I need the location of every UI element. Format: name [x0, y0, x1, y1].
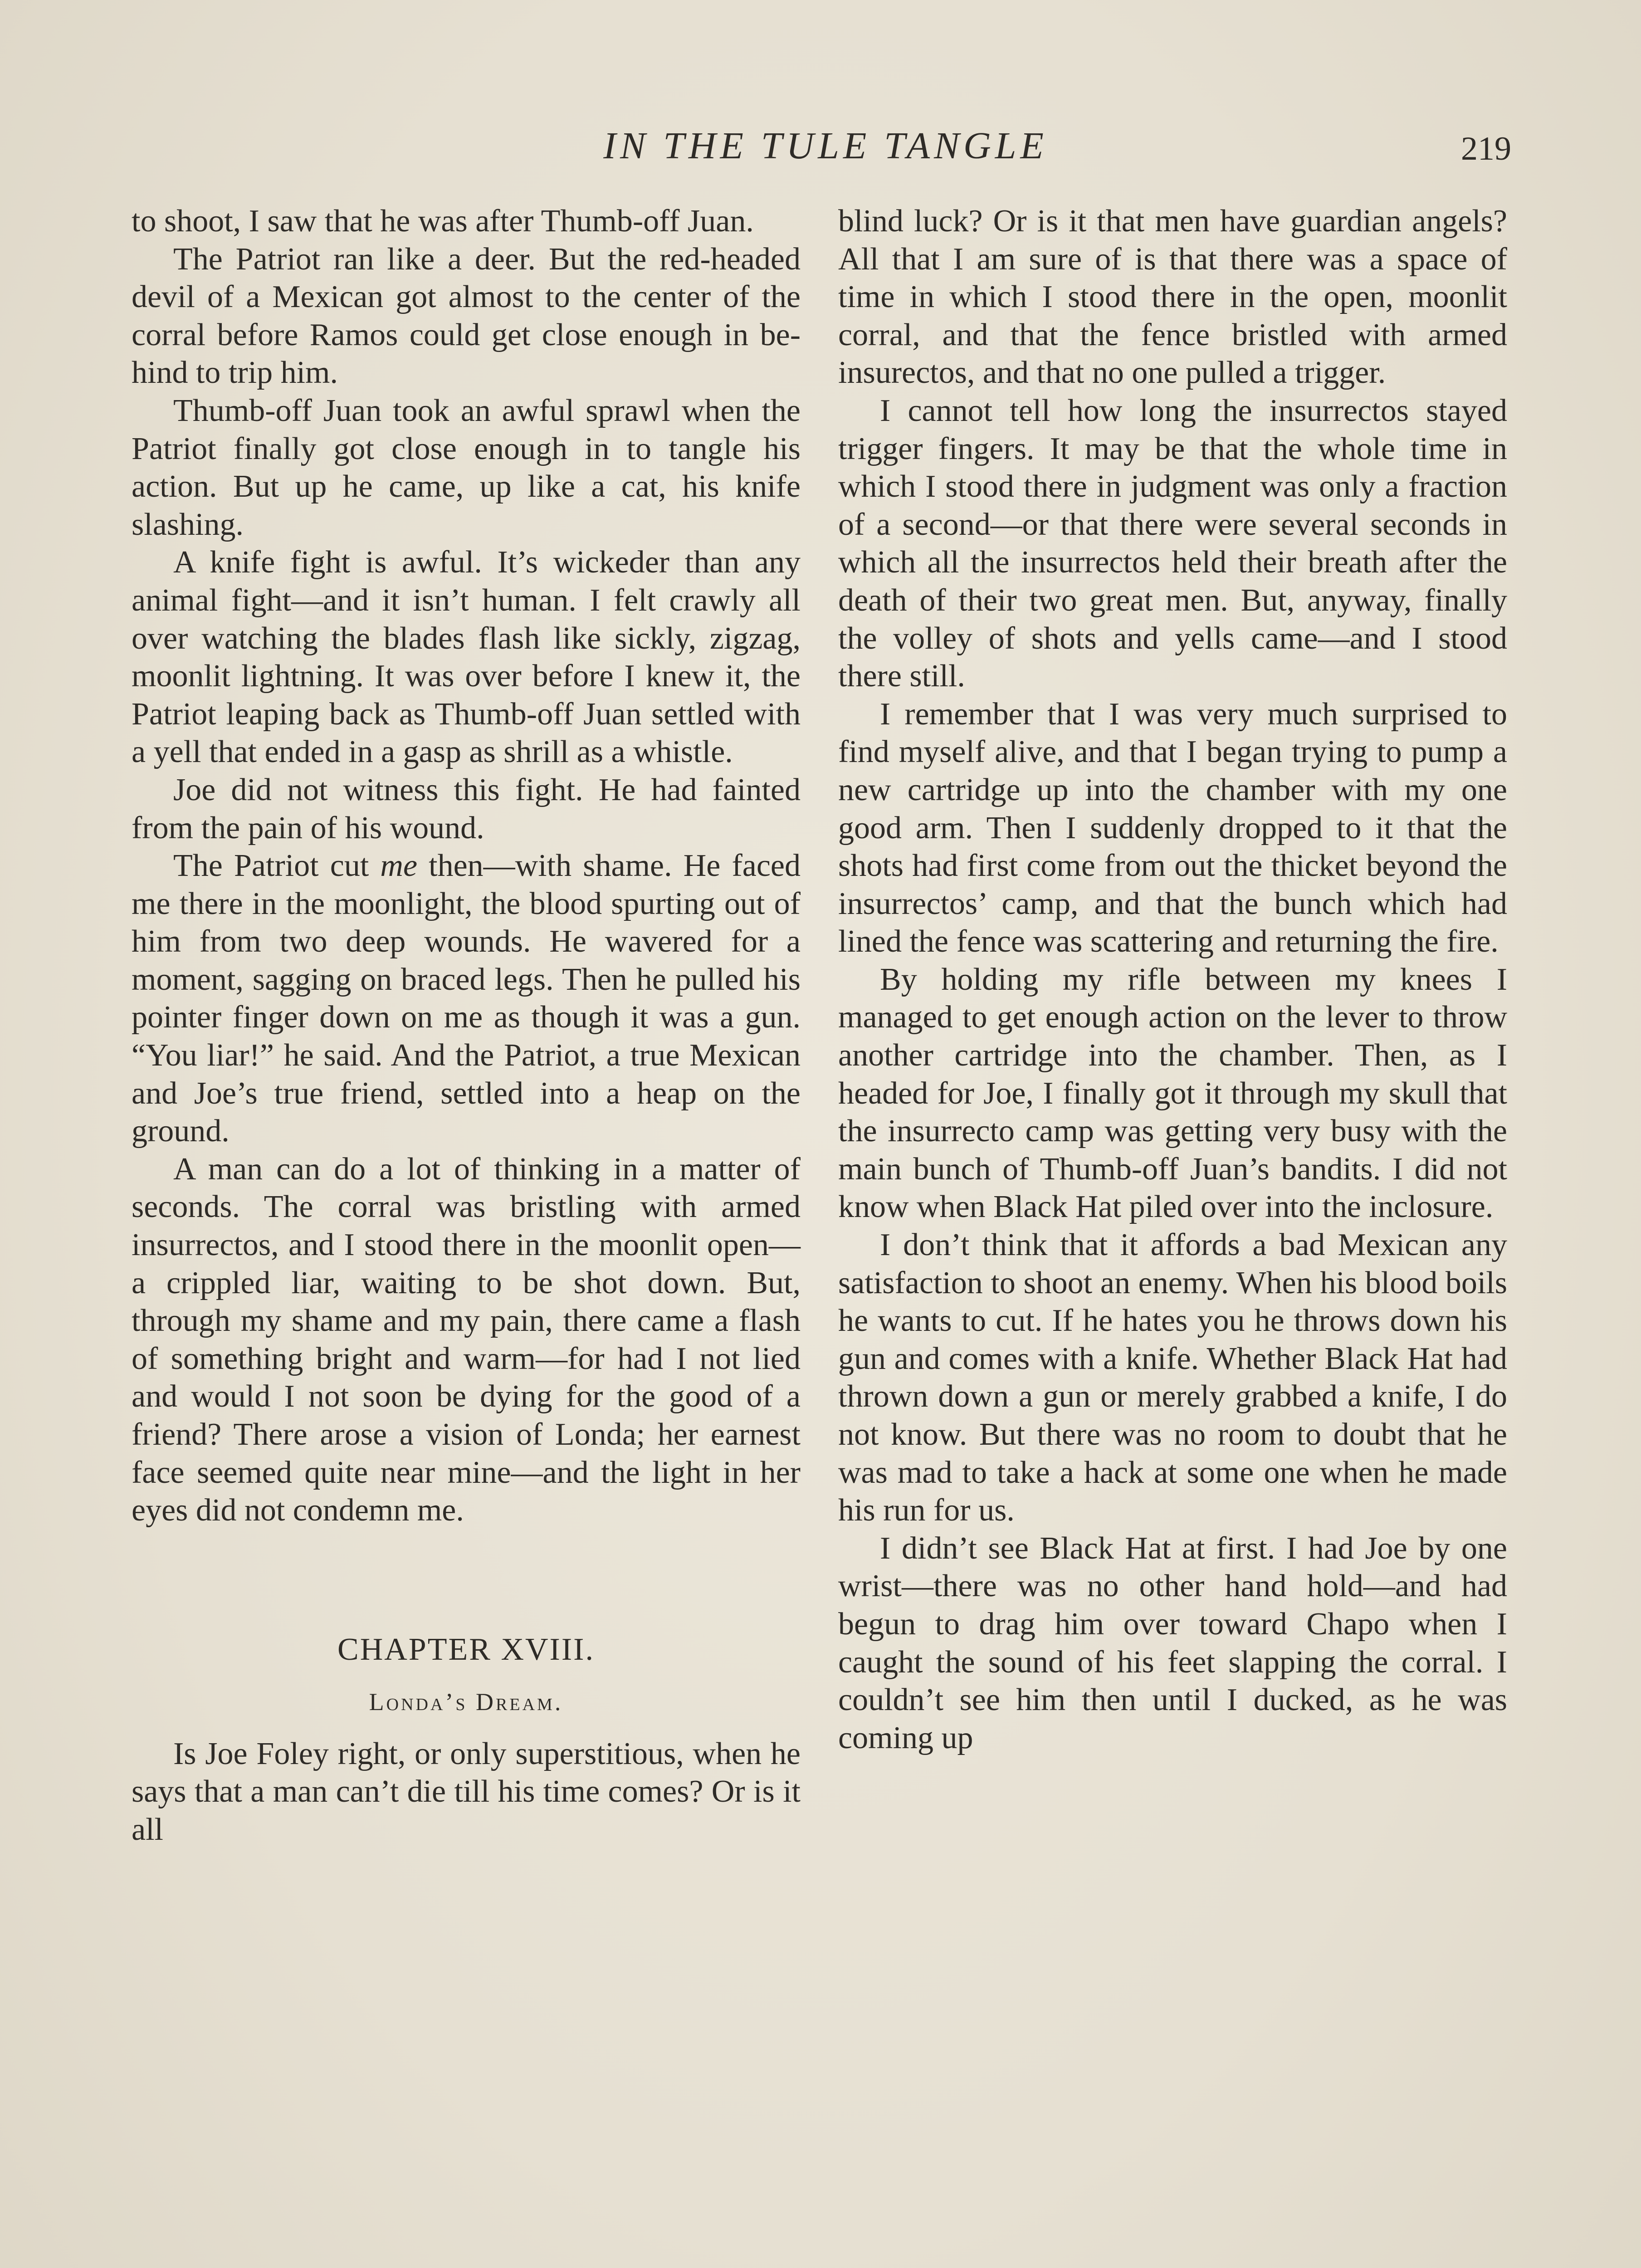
paragraph: Thumb-off Juan took an awful sprawl when the Patriot finally got close enough in to tangle his action. But up he came, up like a cat, his knife slashing. [132, 393, 801, 542]
paragraph: A knife fight is awful. It’s wickeder than any animal fight—and it isn’t human. I felt crawly all over watching the blades flash like sickly, zigzag, moonlit lightning. It was over before I knew it, the Patriot leaping back as Thumb-off Juan settled with a yell that ended in a gasp as shrill as a whistle. [132, 545, 801, 770]
paragraph: to shoot, I saw that he was after Thumb-off Juan. [132, 204, 754, 239]
paragraph: Is Joe Foley right, or only superstitious, when he says that a man can’t die till his time comes? Or is it all [132, 1736, 801, 1847]
paragraph: blind luck? Or is it that men have guardian angels? All that I am sure of is that there was a space of time in which I stood there in the open, moonlit corral, and that the fence bristled with armed insurectos, and that no one pulled a trigger. [838, 204, 1507, 391]
paragraph: I didn’t see Black Hat at first. I had Joe by one wrist—there was no other hand hold—and had begun to drag him over toward Chapo when I caught the sound of his feet slapping the corral. I couldn’t see him then until I ducked, as he was coming up [838, 1530, 1507, 1755]
paragraph: I don’t think that it affords a bad Mexican any satisfaction to shoot an enemy. When his blood boils he wants to cut. If he hates you he throws down his gun and comes with a knife. Whether Black Hat had thrown down a gun or merely grabbed a knife, I do not know. But there was no room to doubt that he was mad to take a hack at some one when he made his run for us. [838, 1227, 1507, 1528]
paragraph-text: then—with shame. He faced me there in the moonlight, the blood spurting out of him from two deep wounds. He wavered for a moment, sagging on braced legs. Then he pulled his pointer finger down on me as though it was a gun. “You liar!” he said. And the Patriot, a true Mexican and Joe’s true friend, settled into a heap on the ground. [132, 848, 801, 1149]
right-column [838, 202, 1507, 1757]
paragraph: A man can do a lot of thinking in a matter of seconds. The corral was bristling with armed insurrectos, and I stood there in the moonlit open—a crippled liar, waiting to be shot down. But, through my shame and my pain, there came a flash of something bright and warm—for had I not lied and would I not soon be dying for the good of a friend? There arose a vision of Londa; her earnest face seemed quite near mine—and the light in her eyes did not condemn me. [132, 1151, 801, 1528]
emphasis-text: me [380, 848, 418, 884]
chapter-subtitle: Londa’s Dream. [369, 1688, 563, 1716]
running-title: IN THE TULE TANGLE [603, 125, 1048, 167]
left-column [132, 202, 801, 1849]
paragraph: I cannot tell how long the insurrectos stayed trigger fingers. It may be that the whole time in which I stood there in judgment was only a fraction of a second—or that there were several seconds in which all the insurrectos held their breath after the death of their two great men. But, anyway, finally the volley of shots and yells came—and I stood there still. [838, 393, 1507, 694]
paragraph-text: The Patriot cut [173, 848, 381, 884]
paragraph: The Patriot ran like a deer. But the red-headed devil of a Mexican got almost to the center of the corral before Ramos could get close enough in behind to trip him. [132, 241, 801, 391]
page-number: 219 [1461, 130, 1511, 167]
paragraph: Joe did not witness this fight. He had fainted from the pain of his wound. [132, 772, 801, 846]
paragraph [132, 847, 801, 1150]
chapter-heading: CHAPTER XVIII. [337, 1632, 595, 1667]
paragraph: By holding my rifle between my knees I managed to get enough action on the lever to throw another cartridge into the chamber. Then, as I headed for Joe, I finally got it through my skull that the insurrecto camp was getting very busy with the main bunch of Thumb-off Juan’s bandits. I did not know when Black Hat piled over into the inclosure. [838, 962, 1507, 1225]
paragraph: I remember that I was very much surprised to find myself alive, and that I began trying to pump a new cartridge up into the chamber with my one good arm. Then I suddenly dropped to it that the shots had first come from out the thicket beyond the insurrectos’ camp, and that the bunch which had lined the fence was scattering and returning the fire. [838, 696, 1507, 959]
